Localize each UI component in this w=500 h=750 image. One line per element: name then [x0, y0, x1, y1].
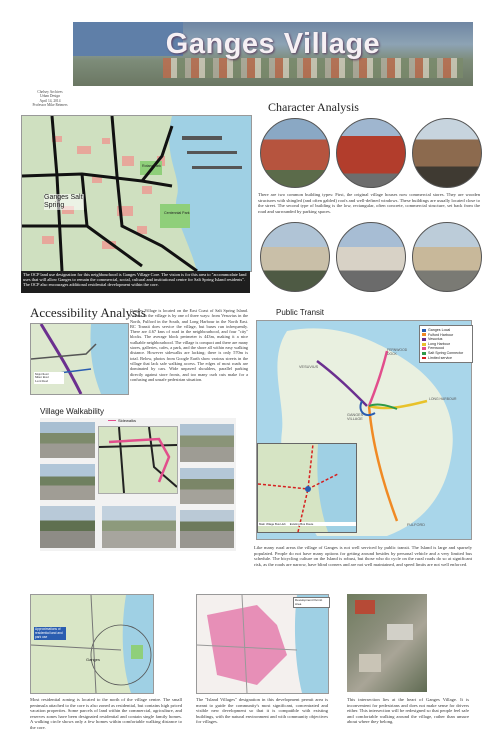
transit-heading: Public Transit	[276, 308, 325, 317]
character-photo	[412, 118, 482, 188]
page-title: Ganges Village	[165, 28, 381, 60]
legend-item: Minor Road	[35, 376, 49, 380]
dpa-text: The "Island Villages" designation in this development permit area is meant to guide the community's most significant, concentrated and visible new development so that it is compatible with existing buildings, with the natural environment and with community objectives for villages.	[196, 697, 328, 725]
character-photo	[336, 118, 406, 188]
legend-item: Fulford Harbour	[422, 333, 470, 338]
legend-item: Ganges Local	[422, 328, 470, 333]
transit-inset-map	[257, 443, 357, 533]
legend-item: Long Harbour	[422, 342, 470, 347]
inset-legend-route: Existing Bus Route	[289, 522, 314, 526]
map-label-long-harbour: LONG HARBOUR	[429, 397, 457, 401]
legend-item: Major Road	[35, 373, 49, 376]
map-label-fulford: FULFORD	[407, 523, 425, 527]
dpa-map	[196, 594, 329, 694]
zoning-map	[30, 594, 154, 694]
map-label-ganges: GANGES VILLAGE	[347, 413, 364, 422]
character-text: There are two common building types: First, the original village houses now commercial stores. They are wooden structures with shingled (and often gabled) roofs and well-defined windows. These buildings are usually located close to the street. The second type of building is the low, rectangular, often concrete, commercial structure, set back from the road and surrounded by parking spaces.	[258, 192, 480, 214]
sidewalk-legend	[108, 418, 136, 423]
bus-hub	[305, 486, 311, 492]
sidewalk-swatch	[108, 420, 116, 422]
ocp-land-use-map	[21, 115, 252, 272]
zoning-legend: Approximations of residential land and park use	[34, 627, 66, 640]
character-photo	[260, 222, 330, 292]
zoning-map-graphic	[31, 595, 153, 693]
street-photo	[102, 506, 176, 548]
inset-map-graphic	[258, 444, 356, 532]
street-photo	[40, 506, 95, 548]
street-photo	[40, 464, 95, 500]
road-map	[30, 323, 129, 395]
character-photo	[260, 118, 330, 188]
walkability-map-graphic	[99, 427, 177, 493]
inset-legend	[258, 522, 356, 526]
legend-item: Local Road	[35, 379, 48, 383]
accessibility-heading: Accessibility Analysis	[30, 305, 146, 320]
harbour-water	[123, 595, 153, 693]
header-banner	[73, 22, 473, 86]
street-photo	[40, 422, 95, 458]
street-photo	[180, 510, 234, 548]
walkability-heading: Village Walkability	[40, 407, 105, 416]
legend-item: Limited service	[422, 356, 470, 361]
dock	[187, 151, 237, 154]
map-label-vesuvius: VESUVIUS	[299, 365, 319, 369]
road	[99, 427, 177, 493]
walkability-map	[98, 426, 178, 494]
harbour-water	[295, 595, 328, 693]
map-label-fernwood: FERNWOOD DOCK	[387, 348, 408, 356]
zoning-map-label: Ganges	[86, 657, 101, 662]
legend-item: Salt Spring Connector	[422, 351, 470, 356]
transit-text: Like many rural areas the village of Ganges is not well serviced by public transit. The Island is large and sparsely populated. People do not have many options for getting around besides by personal vehicle and a very limited bus schedule. The bicycling culture on the Island is robust, but those who do cycle on the rural roads do so at significant risk, as the roads are narrow, have blind corners and are not well maintained, and speed limits are not well enforced.	[254, 545, 472, 567]
accessibility-text: Ganges Village is located on the East Coast of Salt Spring Island. Access to the village is by one of three ways: from Vesuvius in the North, Fulford in the South, and Long Harbour in the North East. BC Transit does service the village, but buses run infrequently. There are 4.67 kms of road in the neighbourhood, and four "city" blocks. The average block perimeter is 443m, making it a nice walkable neighbourhood. The village is compact and there are many stores, galleries, cafes, a park, and the shore all within easy walking distance. However sidewalks are lacking; there is only 570m is total. Below, photos from Google Earth show various streets in the village that lack safe walking access. The edges of most roads are dominated by cars. Wide unpaved shoulders, parallel parking directly against store fronts, and too many curb cuts make for a confusing and unsafe pedestrian situation.	[130, 308, 248, 382]
dpa-legend: Development Permit Area	[293, 597, 330, 608]
intersection-text: This intersection lies at the heart of Ganges Village. It is inconvenient for pedestrians and does not make sense for drivers either. This intersection will be redesigned so that people feel safe and comfortable walking around the village, rather than unsure about where they belong.	[347, 697, 469, 725]
dpa-map-graphic	[197, 595, 328, 693]
road-legend	[34, 372, 64, 384]
street-photo	[180, 468, 234, 504]
ocp-caption: The OCP land use designation for this neighbourhood is Ganges Village Core. The vision is for this area to "accommodate land uses that will allow Ganges to remain the commercial, social, cultural and institutional centre for Salt Spring Island residents". The OCP also encourages additional residential development within the core.	[21, 271, 250, 293]
map-label-area: Ganges Salt Spring	[44, 194, 83, 209]
building-roof	[387, 624, 413, 640]
credit-line: Professor Mike Reimers	[32, 103, 68, 108]
character-photo	[336, 222, 406, 292]
dock	[182, 136, 222, 140]
building-roof	[359, 654, 381, 672]
buildings-strip	[163, 58, 463, 78]
legend-item: Vesuvius	[422, 337, 470, 342]
transit-legend	[419, 325, 473, 363]
credit-line: April 14, 2014	[39, 98, 61, 103]
zoning-text: Most residential zoning is located to the north of the village centre. The small peninsula attached to the core is also zoned as residential, but contains high priced vacation properties. Some parcels of land within the commercial, agriculture, and reserves zones have been designated residential and contain single family homes. A walking circle shows only a few homes within comfortable walking distance to the core.	[30, 697, 182, 730]
inset-legend-hub: Main Village Bus Hub	[259, 522, 286, 526]
credit-line: Chelsey Archives	[37, 90, 63, 94]
walkability-panel	[40, 418, 236, 551]
intersection-aerial	[347, 594, 427, 692]
credits-block	[30, 90, 70, 108]
map-label-centennial-park: Centennial Park	[164, 211, 190, 215]
legend-item: Fernwood	[422, 346, 470, 351]
centennial-park-area	[160, 204, 190, 228]
credit-line: Urban Design	[39, 94, 61, 99]
building-roof	[355, 600, 375, 614]
park-area	[131, 645, 143, 659]
character-photo	[412, 222, 482, 292]
dock	[192, 166, 242, 169]
harbour-water	[317, 444, 356, 532]
transit-map	[256, 320, 472, 540]
character-heading: Character Analysis	[268, 100, 359, 114]
map-label-rotary-park: Rotary Park	[142, 164, 161, 168]
street-photo	[180, 424, 234, 462]
sidewalk-legend-label: Sidewalks	[118, 418, 137, 423]
